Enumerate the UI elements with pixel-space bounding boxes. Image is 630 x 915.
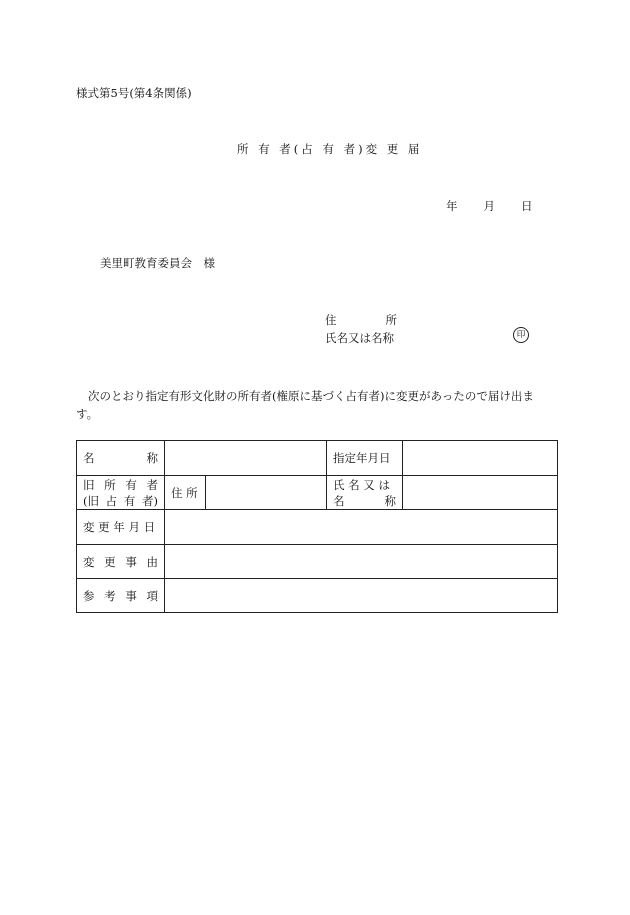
change-reason-label-cell [77, 545, 165, 579]
old-address-value-cell[interactable] [206, 476, 327, 510]
address-label-part2: 所 [385, 313, 397, 327]
old-owner-l2-c4: 者) [141, 493, 158, 508]
address-label-part1: 住 [325, 313, 337, 327]
name-label-cell [77, 441, 165, 476]
form-number: 様式第5号(第4条関係) [76, 86, 192, 100]
body-text: 次のとおり指定有形文化財の所有者(権原に基づく占有者)に変更があったので届け出ます。 [76, 389, 534, 421]
table-row-change-date [77, 510, 558, 545]
change-reason-c2: 更 [104, 554, 116, 569]
old-owner-l2-c1: (旧 [83, 493, 99, 508]
old-owner-l1-c3: 有 [125, 477, 137, 492]
notes-c1: 参 [83, 588, 95, 603]
document-title: 所 有 者(占 有 者)変 更 届 [237, 142, 423, 156]
old-owner-l2-c3: 有 [123, 493, 136, 508]
notes-label-cell [77, 579, 165, 613]
old-name-value-cell[interactable] [403, 476, 558, 510]
old-owner-l1-c2: 所 [104, 477, 116, 492]
name-label-part1: 名 [83, 451, 95, 465]
designation-date-label-cell: 指定年月日 [327, 441, 403, 476]
date-day-label: 日 [521, 199, 533, 213]
old-name-label-line1: 氏 名 又 は [333, 477, 390, 492]
change-notice-table [76, 440, 558, 613]
old-owner-l2-c2: 占 [105, 493, 118, 508]
date-year-label: 年 [446, 199, 458, 213]
notes-value-cell[interactable] [165, 579, 558, 613]
old-name-label-cell [327, 476, 403, 510]
change-reason-value-cell[interactable] [165, 545, 558, 579]
notes-c3: 事 [125, 588, 137, 603]
old-owner-l1-c1: 旧 [83, 477, 95, 492]
name-label-part2: 称 [146, 451, 158, 465]
table-row-notes [77, 579, 558, 613]
name-value-cell[interactable] [165, 441, 327, 476]
notes-c2: 考 [104, 588, 116, 603]
old-owner-l1-c4: 者 [146, 477, 158, 492]
old-name-label-l2a: 名 [333, 493, 345, 508]
notes-c4: 項 [146, 588, 158, 603]
designation-date-value-cell[interactable] [403, 441, 558, 476]
table-row-change-reason [77, 545, 558, 579]
change-reason-c4: 由 [146, 554, 158, 569]
change-reason-c3: 事 [125, 554, 137, 569]
table-row-name [77, 441, 558, 476]
date-line [446, 198, 533, 214]
old-owner-label-cell [77, 476, 165, 510]
change-date-label-cell: 変 更 年 月 日 [77, 510, 165, 545]
old-name-label-l2b: 称 [384, 493, 396, 508]
applicant-name-label: 氏名又は名称 [325, 331, 394, 345]
old-address-label-cell: 住 所 [165, 476, 206, 510]
date-month-label: 月 [483, 199, 495, 213]
addressee: 美里町教育委員会 様 [100, 256, 215, 270]
change-date-value-cell[interactable] [165, 510, 558, 545]
applicant-address-label [325, 312, 397, 328]
seal-mark: 印 [513, 327, 529, 343]
change-reason-c1: 変 [83, 554, 95, 569]
table-row-old-owner [77, 476, 558, 510]
